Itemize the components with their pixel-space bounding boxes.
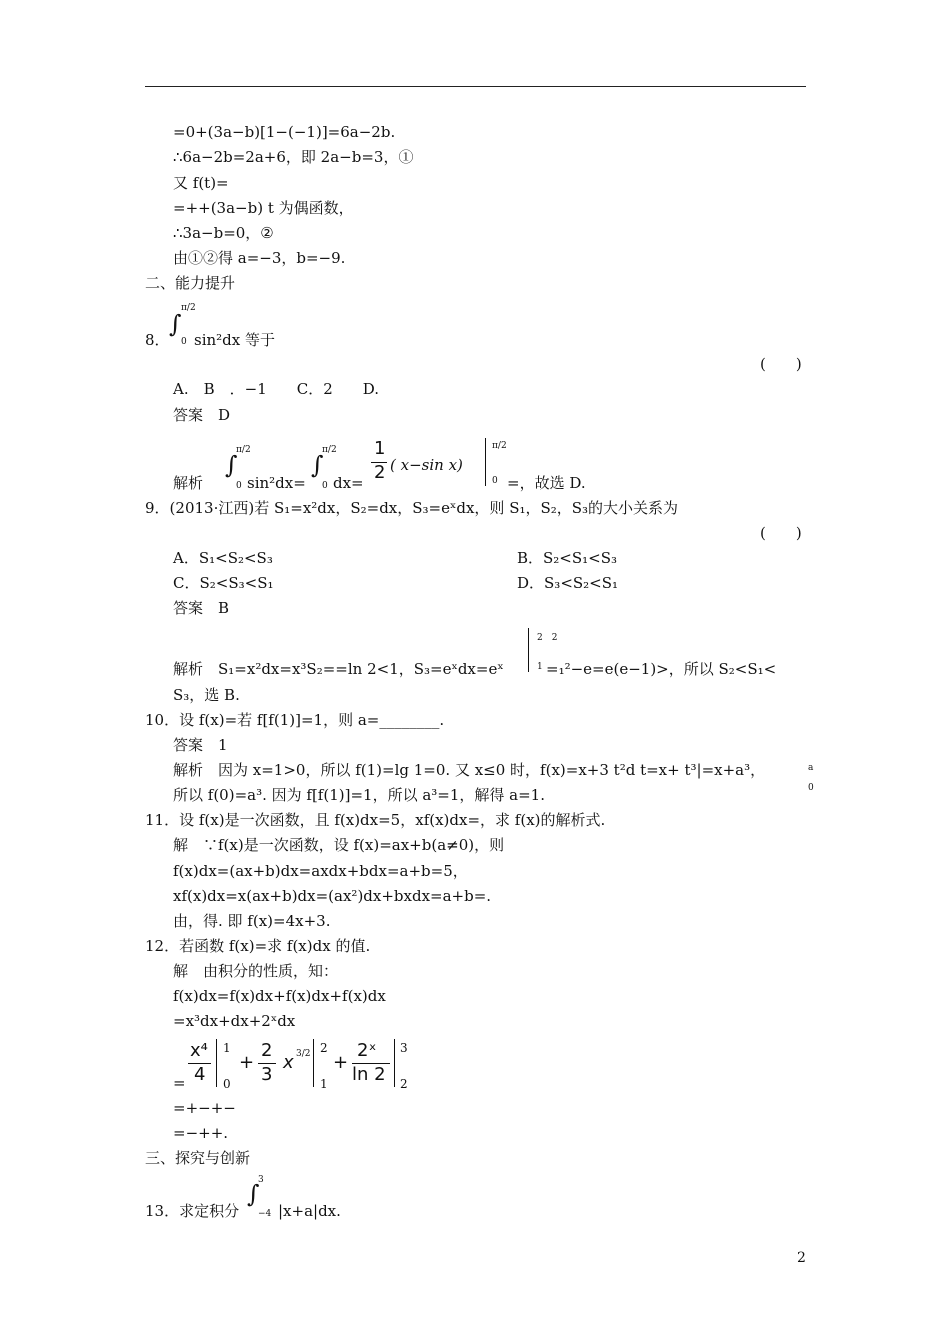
integral-sign-icon: ∫ xyxy=(247,1180,260,1208)
lower-limit: 0 xyxy=(492,476,498,486)
plus-sign: + xyxy=(333,1052,349,1073)
question-text: 13．求定积分 xyxy=(145,1202,240,1220)
solution-text: =−++. xyxy=(173,1124,229,1142)
fraction-numerator: 1 xyxy=(374,438,386,459)
header-rule xyxy=(145,86,806,87)
question-text: 11．设 f(x)是一次函数，且 f(x)dx=5，xf(x)dx=，求 f(x)的解析式. xyxy=(145,811,606,829)
solution-line: 由①②得 a=−3，b=−9. xyxy=(173,249,346,267)
upper-limit: π/2 xyxy=(492,441,507,451)
variable-x: x xyxy=(283,1052,294,1073)
solution-text: =，故选 D. xyxy=(507,474,586,492)
upper-limit: π/2 xyxy=(236,445,251,455)
solution-text: 解析 因为 x=1>0，所以 f(1)=lg 1=0. 又 x≤0 时，f(x)=x+3 t²d t=x+ t³|=x+a³， xyxy=(173,761,766,779)
upper-limit: 1 xyxy=(223,1041,231,1055)
integral-sign-icon: ∫ xyxy=(225,451,238,479)
question-text: 10．设 f(x)=若 f[f(1)]=1，则 a=________. xyxy=(145,711,445,729)
upper-limit: 2 xyxy=(320,1041,328,1055)
answer: 答案 B xyxy=(173,599,230,617)
solution-line: ∴3a−b=0，② xyxy=(173,224,274,242)
fraction-denominator: 4 xyxy=(194,1064,206,1085)
solution-line: =++(3a−b) t 为偶函数， xyxy=(173,199,354,217)
answer-bracket: ( ) xyxy=(760,355,802,373)
solution-text: =₁²−e=e(e−1)>，所以 S₂<S₁< xyxy=(546,660,777,678)
solution-line: =0+(3a−b)[1−(−1)]=6a−2b. xyxy=(173,123,396,141)
solution-expr: ( x−sin x) xyxy=(390,456,463,474)
answer: 答案 D xyxy=(173,406,231,424)
solution-text: f(x)dx=f(x)dx+f(x)dx+f(x)dx xyxy=(173,987,386,1005)
fraction-denominator: 3 xyxy=(261,1064,273,1085)
upper-limit: a xyxy=(808,763,814,773)
fraction-denominator: ln 2 xyxy=(352,1064,386,1085)
evaluation-bar xyxy=(528,628,529,672)
option-d: D．S₃<S₂<S₁ xyxy=(517,574,619,592)
solution-text: 由，得. 即 f(x)=4x+3. xyxy=(173,912,331,930)
lower-limit: 0 xyxy=(808,783,814,793)
lower-limit: 0 xyxy=(236,481,242,491)
lower-limit: 0 xyxy=(223,1077,231,1091)
evaluation-bar xyxy=(394,1039,395,1087)
solution-text: =x³dx+dx+2ˣdx xyxy=(173,1012,296,1030)
solution-text: 解析 S₁=x²dx=x³S₂==ln 2<1，S₃=eˣdx=eˣ xyxy=(173,660,504,678)
section-heading: 三、探究与创新 xyxy=(145,1149,251,1167)
option-c: C．S₂<S₃<S₁ xyxy=(173,574,274,592)
solution-text: sin²dx= xyxy=(247,474,306,492)
lower-limit: 2 xyxy=(400,1077,408,1091)
solution-text: f(x)dx=(ax+b)dx=axdx+bdx=a+b=5， xyxy=(173,862,468,880)
exponent: 3/2 xyxy=(296,1049,311,1059)
solution-text: xf(x)dx=x(ax+b)dx=(ax²)dx+bxdx=a+b=. xyxy=(173,887,492,905)
evaluation-bar xyxy=(313,1039,314,1087)
upper-limit: π/2 xyxy=(181,303,196,313)
question-text: |x+a|dx. xyxy=(278,1202,341,1220)
question-text: 9．(2013·江西)若 S₁=x²dx，S₂=dx，S₃=eˣdx，则 S₁，S₂，S₃的大小关系为 xyxy=(145,499,679,517)
plus-sign: + xyxy=(239,1052,255,1073)
solution-text: dx= xyxy=(333,474,364,492)
option-b: B．S₂<S₁<S₃ xyxy=(517,549,618,567)
lower-limit: 1 xyxy=(320,1077,328,1091)
integral-sign-icon: ∫ xyxy=(169,310,182,338)
solution-text: 所以 f(0)=a³. 因为 f[f(1)]=1，所以 a³=1，解得 a=1. xyxy=(173,786,545,804)
question-text: sin²dx 等于 xyxy=(194,331,275,349)
integral-sign-icon: ∫ xyxy=(311,451,324,479)
lower-limit: 0 xyxy=(322,481,328,491)
fraction-denominator: 2 xyxy=(374,462,386,483)
solution-text: 解 ∵f(x)是一次函数，设 f(x)=ax+b(a≠0)，则 xyxy=(173,836,505,854)
evaluation-bar xyxy=(216,1039,217,1087)
fraction-numerator: 2 xyxy=(261,1040,273,1061)
solution-line: ∴6a−2b=2a+6，即 2a−b=3，① xyxy=(173,148,414,166)
lower-limit: 0 xyxy=(181,337,187,347)
fraction-numerator: x⁴ xyxy=(190,1040,208,1061)
solution-text: 解 由积分的性质，知： xyxy=(173,962,339,980)
option-a: A．S₁<S₂<S₃ xyxy=(173,549,273,567)
fraction-numerator: 2ˣ xyxy=(357,1040,377,1061)
answer-bracket: ( ) xyxy=(760,524,802,542)
upper-limit: π/2 xyxy=(322,445,337,455)
page-number: 2 xyxy=(797,1250,806,1266)
upper-limits: 2 2 xyxy=(537,633,558,643)
solution-text: S₃，选 B. xyxy=(173,686,240,704)
equals-sign: = xyxy=(173,1074,186,1092)
question-number: 8． xyxy=(145,331,170,349)
solution-text: =+−+− xyxy=(173,1099,236,1117)
options: A. B ．−1 C．2 D. xyxy=(173,380,380,398)
solution-label: 解析 xyxy=(173,474,204,492)
lower-limit: −4 xyxy=(258,1209,272,1219)
evaluation-bar xyxy=(485,438,486,486)
question-text: 12．若函数 f(x)=求 f(x)dx 的值. xyxy=(145,937,371,955)
answer: 答案 1 xyxy=(173,736,228,754)
lower-limit: 1 xyxy=(537,662,543,672)
section-heading: 二、能力提升 xyxy=(145,274,236,292)
upper-limit: 3 xyxy=(400,1041,408,1055)
upper-limit: 3 xyxy=(258,1175,264,1185)
solution-line: 又 f(t)= xyxy=(173,174,229,192)
